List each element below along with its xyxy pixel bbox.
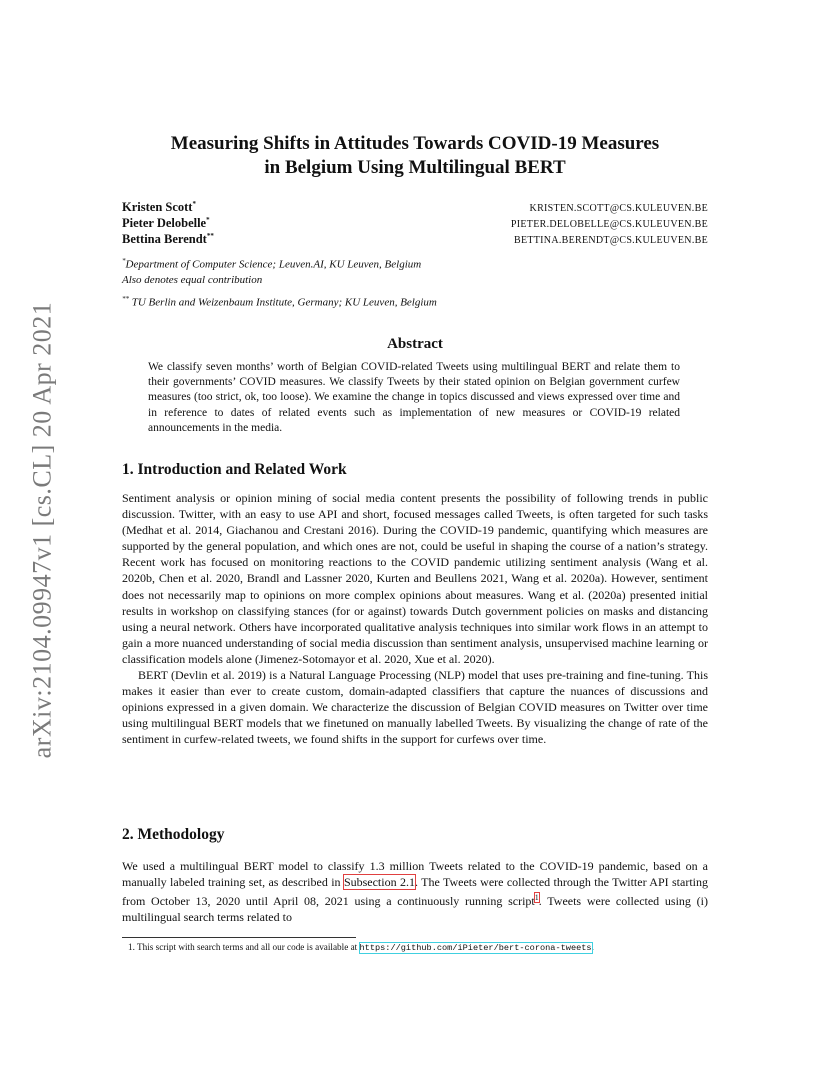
section-1-heading: 1. Introduction and Related Work xyxy=(122,461,347,478)
section-1-body xyxy=(122,490,708,748)
author-name: Bettina Berendt** xyxy=(122,232,214,247)
footnote: 1. This script with search terms and all our code is available at https://github.com/iPieter/bert-corona-tweets. xyxy=(128,942,594,953)
paragraph: We used a multilingual BERT model to classify 1.3 million Tweets related to the COVID-19 pandemic, based on a manually labeled training set, as described in Subsection 2.1. The Tweets were collected through the Twitter API starting from October 13, 2020 until April 08, 2021 using a continuously running script$^1$. Tweets were collected using (i) multilingual search terms related to xyxy=(122,859,708,925)
affiliation-2: ** TU Berlin and Weizenbaum Institute, Germany; KU Leuven, Belgium xyxy=(122,295,437,309)
section-2-heading: 2. Methodology xyxy=(122,826,225,843)
footnote-divider xyxy=(122,937,356,938)
author-email[interactable]: BETTINA.BERENDT@CS.KULEUVEN.BE xyxy=(513,235,708,247)
author-row xyxy=(122,200,708,216)
affiliation-1: *Department of Computer Science; Leuven.AI, KU Leuven, Belgium Also denotes equal contribution xyxy=(122,254,722,288)
abstract-text: We classify seven months’ worth of Belgian COVID-related Tweets using multilingual BERT and relate them to their governments’ COVID measures. We classify Tweets by their stated opinion on Belgian government curfew measures (too strict, ok, too loose). We examine the change in topics discussed and views expressed over time and in reference to dates of related events such as implementation of new measures or COVID-19 related announcements in the media. xyxy=(148,361,680,434)
arxiv-identifier xyxy=(22,290,62,770)
subsection-link[interactable]: Subsection 2.1 xyxy=(343,875,415,890)
abstract-heading: Abstract xyxy=(387,336,443,352)
title-line-1: Measuring Shifts in Attitudes Towards COVID-19 Measures xyxy=(170,133,660,154)
github-link[interactable]: https://github.com/iPieter/bert-corona-tweets xyxy=(359,943,592,953)
author-email[interactable]: KRISTEN.SCOTT@CS.KULEUVEN.BE xyxy=(529,203,708,215)
author-row xyxy=(122,216,708,232)
section-2-body xyxy=(122,858,708,925)
footnote-link[interactable]: 1 xyxy=(534,893,539,903)
paragraph: Sentiment analysis or opinion mining of social media content presents the possibility of following trends in public discussion. Twitter, with an easy to use API and short, focused messages called Tweets, is often targeted for such tasks (Medhat et al. 2014, Giachanou and Crestani 2016). During the COVID-19 pandemic, quantifying which measures are supported by the general population, and which ones are not, could be useful in shaping the course of a nation’s strategy. Recent work has focused on monitoring reactions to the COVID pandemic utilizing sentiment analysis (Wang et al. 2020b, Chen et al. 2020, Brandl and Lassner 2020, Kurten and Beullens 2021, Wang et al. 2020a). However, sentiment does not necessarily map to opinions on more complex opinions about measures. Wang et al. (2020a) presented initial results in workshop on classifying stances (for or against) towards Dutch government policies on masks and distancing using a neural network. Others have incorporated qualitative analysis techniques into similar work flows in an attempt to gain a more nuanced understanding of social media discussion than sentiment analysis, unsupervised machine learning or classification models alone (Jimenez-Sotomayor et al. 2020, Xue et al. 2020). xyxy=(122,491,708,666)
paragraph: BERT (Devlin et al. 2019) is a Natural Language Processing (NLP) model that uses pre-training and fine-tuning. This makes it easier than ever to create custom, domain-adapted classifiers that capture the nuances of discussions and opinions expressed in a given domain. We characterize the discussion of Belgian COVID measures on Twitter over time using multilingual BERT models that we finetuned on manually labelled Tweets. By visualizing the change of rate of the sentiment in curfew-related tweets, we found shifts in the support for curfews over time. xyxy=(122,668,708,747)
paper-title xyxy=(110,132,720,180)
author-row xyxy=(122,232,708,248)
author-name: Pieter Delobelle* xyxy=(122,216,210,231)
author-list xyxy=(122,200,708,248)
title-line-2: in Belgium Using Multilingual BERT xyxy=(264,157,566,178)
author-name: Kristen Scott* xyxy=(122,200,196,215)
author-email[interactable]: PIETER.DELOBELLE@CS.KULEUVEN.BE xyxy=(510,219,708,231)
equal-contribution-note: Also denotes equal contribution xyxy=(122,273,263,286)
arxiv-identifier-text: arXiv:2104.09947v1 [cs.CL] 20 Apr 2021 xyxy=(27,301,56,759)
